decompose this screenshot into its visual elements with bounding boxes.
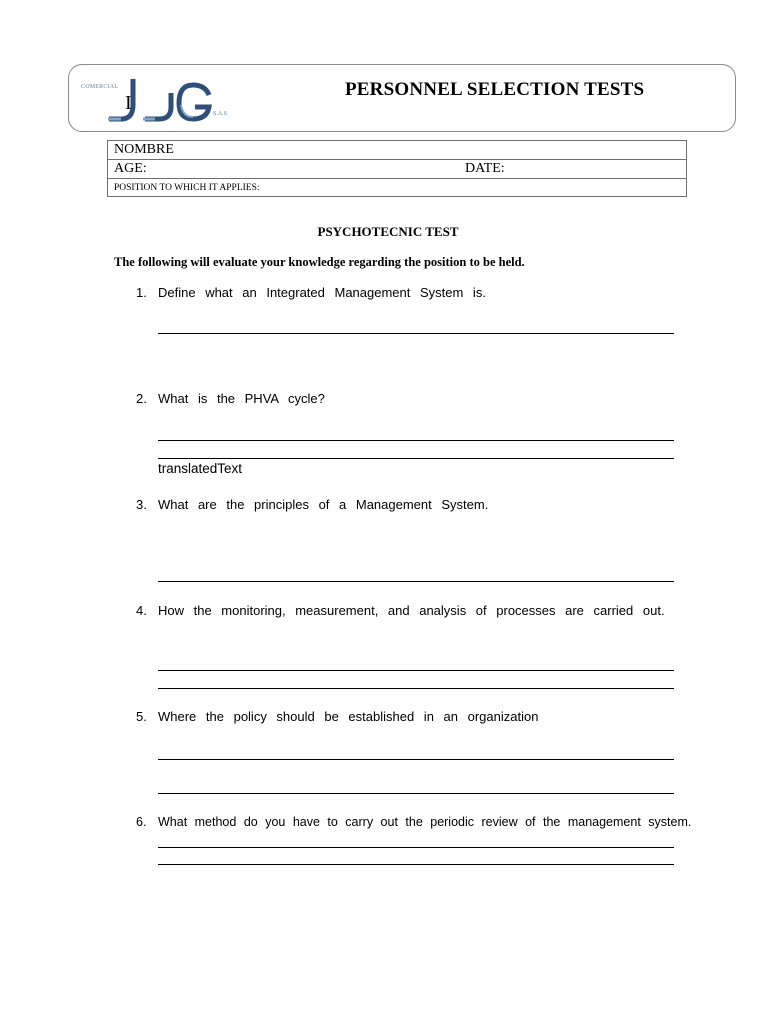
- question-1: [136, 285, 486, 300]
- question-number: 3.: [136, 497, 147, 512]
- answer-line[interactable]: [158, 581, 674, 582]
- logo-text-sas: S.A.S: [213, 111, 228, 117]
- page-title: PERSONNEL SELECTION TESTS: [345, 79, 645, 100]
- answer-line[interactable]: [158, 793, 674, 794]
- table-row: [108, 160, 687, 179]
- date-label: DATE:: [465, 161, 505, 176]
- age-date-field[interactable]: [108, 160, 687, 179]
- answer-line[interactable]: [158, 458, 674, 459]
- answer-line[interactable]: [158, 333, 674, 334]
- position-label: POSITION TO WHICH IT APPLIES:: [114, 182, 260, 193]
- question-number: 2.: [136, 391, 147, 406]
- applicant-info-table: [107, 140, 687, 197]
- question-text: Define what an Integrated Management System is.: [158, 285, 486, 300]
- question-3: [136, 497, 488, 512]
- name-label: NOMBRE: [114, 142, 174, 157]
- question-6: [136, 815, 691, 829]
- question-5: [136, 709, 538, 724]
- test-title: PSYCHOTECNIC TEST: [317, 224, 459, 239]
- question-4: [136, 603, 665, 618]
- question-number: 5.: [136, 709, 147, 724]
- question-text: What are the principles of a Management System.: [158, 497, 489, 512]
- question-2: [136, 391, 325, 406]
- svg-text:I: I: [125, 92, 132, 114]
- header-box: [68, 64, 736, 132]
- question-text: What is the PHVA cycle?: [158, 391, 325, 406]
- answer-line[interactable]: [158, 759, 674, 760]
- position-field[interactable]: [108, 179, 687, 197]
- question-number: 1.: [136, 285, 147, 300]
- question-text: How the monitoring, measurement, and analysis of processes are carried out.: [158, 603, 665, 618]
- answer-line[interactable]: [158, 688, 674, 689]
- translated-text-note: translatedText: [158, 461, 243, 476]
- question-text: What method do you have to carry out the periodic review of the management system.: [158, 815, 692, 829]
- logo-mark-icon: [81, 75, 231, 125]
- answer-line[interactable]: [158, 847, 674, 848]
- answer-line[interactable]: [158, 670, 674, 671]
- answer-line[interactable]: [158, 440, 674, 441]
- question-text: Where the policy should be established in an organization: [158, 709, 539, 724]
- answer-line[interactable]: [158, 864, 674, 865]
- test-intro: The following will evaluate your knowledge regarding the position to be held.: [114, 255, 525, 269]
- company-logo: [81, 75, 231, 125]
- logo-text-comercial: COMERCIAL: [81, 84, 119, 90]
- table-row: [108, 179, 687, 197]
- table-row: [108, 141, 687, 160]
- question-number: 6.: [136, 815, 147, 829]
- name-field[interactable]: [108, 141, 687, 160]
- age-label: AGE:: [114, 161, 147, 176]
- question-number: 4.: [136, 603, 147, 618]
